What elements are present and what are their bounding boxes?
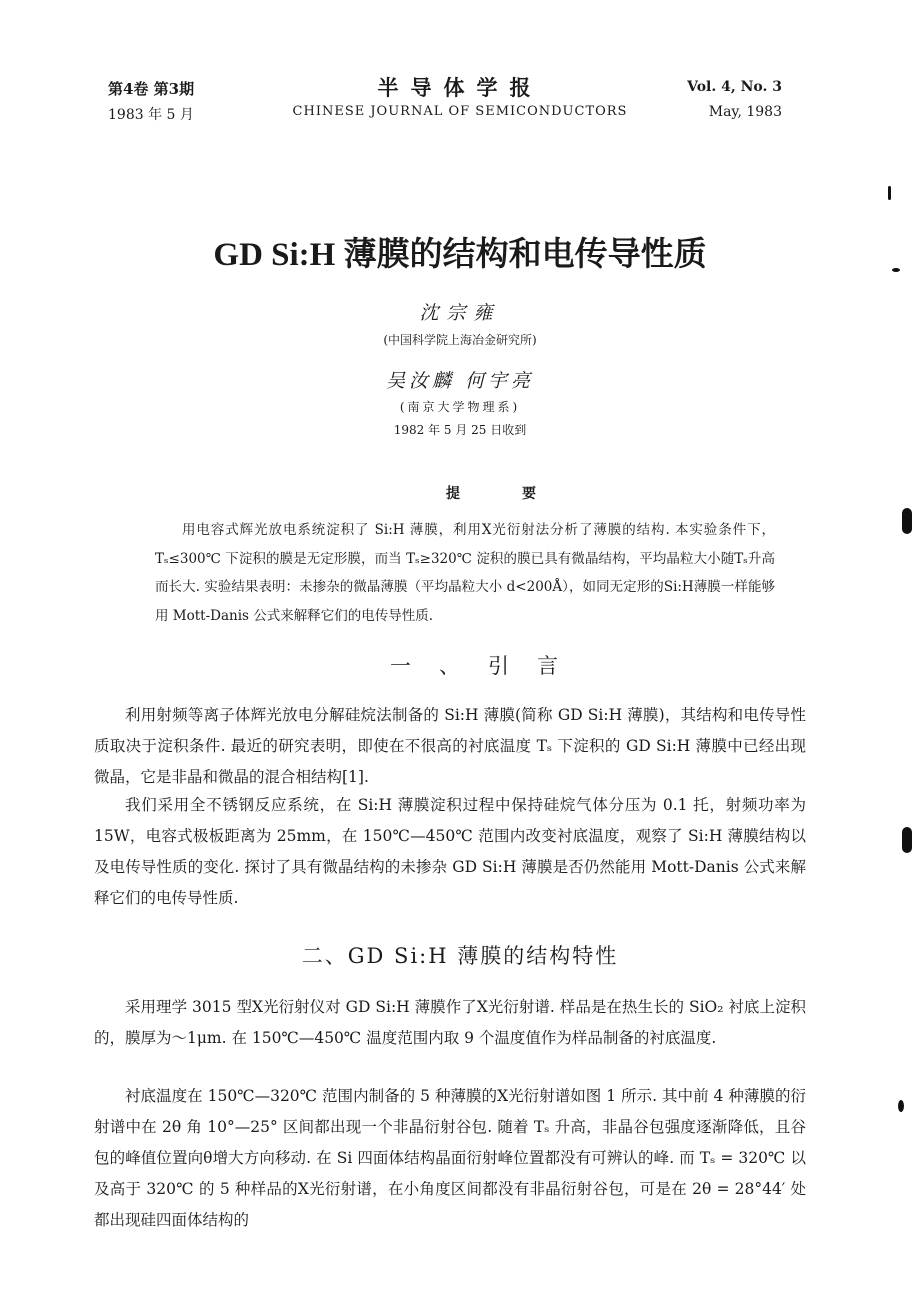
paragraph-3: 采用理学 3015 型X光衍射仪对 GD Si:H 薄膜作了X光衍射谱. 样品是在热生长的 SiO₂ 衬底上淀积的，膜厚为～1μm. 在 150℃—450℃ 温度范围内取 9 个温度值作为样品制备的衬底温度. — [94, 998, 806, 1047]
section-2-heading: 二、GD Si:H 薄膜的结构特性 — [301, 944, 619, 968]
affiliation-2: (南京大学物理系) — [399, 400, 521, 414]
volume-issue-cn: 第4卷 第3期 — [108, 80, 195, 98]
paragraph-2: 我们采用全不锈钢反应系统，在 Si:H 薄膜淀积过程中保持硅烷气体分压为 0.1 托，射频功率为 15W，电容式极板距离为 25mm，在 150℃—450℃ 范围内改变衬底温度，观察了 Si:H 薄膜结构以及电传导性质的变化. 探讨了具有微晶结构的未掺杂 GD Si:H 薄膜是否仍然能用 Mott-Danis 公式来解释它们的电传导性质. — [94, 796, 806, 907]
scan-mark — [902, 827, 912, 853]
abstract-text: 用电容式辉光放电系统淀积了 Si:H 薄膜，利用X光衍射法分析了薄膜的结构. 本实验条件下，Tₛ≤300℃ 下淀积的膜是无定形膜，而当 Tₛ≥320℃ 淀积的膜已具有微晶结构，平均晶粒大小随Tₛ升高而长大. 实验结果表明：未掺杂的微晶薄膜（平均晶粒大小 d<200Å），如同无定形的Si:H薄膜一样能够用 Mott-Danis 公式来解释它们的电传导性质. — [155, 522, 775, 624]
date-en: May, 1983 — [708, 104, 782, 120]
paragraph-1: 利用射频等离子体辉光放电分解硅烷法制备的 Si:H 薄膜(简称 GD Si:H 薄膜)，其结构和电传导性质取决于淀积条件. 最近的研究表明，即使在不很高的衬底温度 Tₛ 下淀积的 GD Si:H 薄膜中已经出现微晶，它是非晶和微晶的混合相结构[1]. — [94, 706, 806, 786]
affiliation-1: (中国科学院上海冶金研究所) — [383, 333, 537, 347]
paper-title: GD Si:H 薄膜的结构和电传导性质 — [213, 237, 707, 273]
volume-issue-en: Vol. 4, No. 3 — [687, 79, 782, 95]
section-1-heading: 一、引言 — [390, 654, 586, 678]
paragraph-4: 衬底温度在 150℃—320℃ 范围内制备的 5 种薄膜的X光衍射谱如图 1 所示. 其中前 4 种薄膜的衍射谱中在 2θ 角 10°—25° 区间都出现一个非晶衍射谷包. 随着 Tₛ 升高，非晶谷包强度逐渐降低，且谷包的峰值位置向θ增大方向移动. 在 Si 四面体结构晶面衍射峰位置都没有可辨认的峰. 而 Tₛ = 320℃ 以及高于 320℃ 的 5 种样品的X光衍射谱，在小角度区间都没有非晶衍射谷包，可是在 2θ = 28°44′ 处都出现硅四面体结构的 — [94, 1087, 806, 1229]
scan-mark — [892, 268, 900, 272]
scan-mark — [888, 186, 891, 200]
author-2: 吴汝麟 何宇亮 — [385, 370, 535, 392]
scan-mark — [902, 508, 912, 534]
year-month-cn: 1983 年 5 月 — [108, 107, 194, 123]
journal-title-cn: 半导体学报 — [377, 75, 543, 100]
received-date: 1982 年 5 月 25 日收到 — [393, 423, 527, 437]
scan-mark — [898, 1100, 904, 1112]
author-1: 沈宗雍 — [419, 302, 501, 324]
abstract-heading: 提要 — [446, 486, 598, 502]
journal-title-en: CHINESE JOURNAL OF SEMICONDUCTORS — [292, 104, 628, 119]
